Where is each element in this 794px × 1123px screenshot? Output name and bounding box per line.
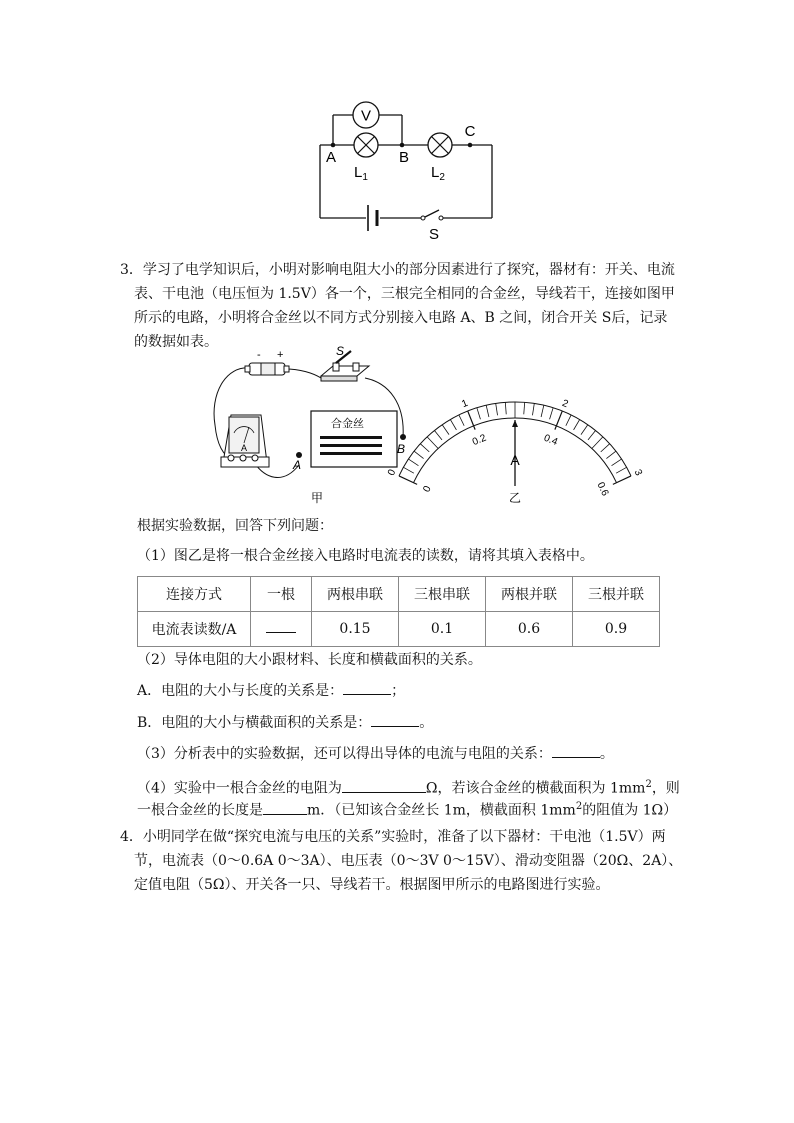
voltmeter-icon [353, 102, 379, 128]
point-c-label: C [464, 123, 476, 140]
dial-tick [541, 405, 544, 417]
figure-yi-caption: 乙 [508, 491, 522, 505]
lamp-l2-icon [428, 133, 452, 157]
answer-blank-4a[interactable] [342, 792, 426, 793]
q3-part-4a: （4）实验中一根合金丝的电阻为 [137, 780, 342, 797]
switch-label: S [428, 226, 440, 243]
answer-blank-2b[interactable] [371, 726, 419, 727]
table-header-cell: 一根 [251, 577, 312, 612]
table-header-cell: 三根并联 [573, 577, 660, 612]
q3-part-4b: Ω，若该合金丝的横截面积为 1mm [425, 780, 646, 797]
q3-part-2a [137, 679, 405, 703]
dial-tick [574, 420, 580, 430]
dial-tick [477, 408, 481, 419]
dial-tick [486, 405, 489, 417]
table-row [138, 612, 660, 647]
q3-part-2b-end: 。 [419, 715, 434, 731]
dial-tick [592, 437, 603, 449]
circuit-diagram-1 [300, 95, 510, 245]
table-header-cell: 三根串联 [399, 577, 486, 612]
data-table [137, 576, 660, 647]
q3-line-2: 表、干电池（电压恒为 1.5V）各一个，三根完全相同的合金丝，导线若干，连接如图甲 [134, 286, 675, 302]
svg-text:L1 [354, 164, 368, 183]
q3-part-4e: m．（已知该合金丝长 1m，横截面积 1mm [307, 802, 576, 819]
ammeter-a-label: A [240, 443, 248, 453]
dial-tick [588, 431, 596, 440]
dial-outer-tick-label: 2 [560, 397, 570, 411]
q4-line-1: 小明同学在做“探究电流与电压的关系”实验时，准备了以下器材：干电池（1.5V）两 [142, 829, 666, 845]
answer-blank-4b[interactable] [263, 814, 307, 815]
q3-part-3-text: （3）分析表中的实验数据，还可以得出导体的电流与电阻的关系： [137, 746, 552, 762]
q3-part-2b [137, 711, 433, 735]
dial-outer-tick-label: 0 [386, 467, 399, 478]
terminal-a-label: A [293, 458, 302, 472]
dial-tick [496, 403, 498, 415]
q3-part-4-line-2 [137, 795, 677, 823]
q3-part-4f: 的阻值为 1Ω） [582, 802, 678, 819]
dial-tick [505, 402, 506, 414]
dial-tick [606, 451, 615, 458]
terminal-b-label: B [397, 442, 406, 456]
dial-pointer-head [512, 420, 518, 427]
answer-blank-3[interactable] [552, 757, 600, 758]
figure-jia-caption: 甲 [310, 491, 324, 505]
answer-blank-2a[interactable] [343, 694, 391, 695]
dial-tick [442, 425, 449, 435]
q3-intro: 根据实验数据，回答下列问题： [137, 518, 333, 534]
dial-inner-tick-label: 0.6 [594, 480, 611, 498]
q3-part-3 [137, 742, 614, 766]
switch-s-label: S [336, 344, 345, 358]
q3-line-3: 所示的电路，小明将合金丝以不同方式分别接入电路 A、B 之间，闭合开关 S后，记录 [134, 310, 668, 326]
battery-plus-label: + [277, 349, 284, 361]
question-3 [120, 258, 680, 354]
svg-text:L2 [431, 164, 445, 183]
dial-tick [550, 408, 554, 419]
lamp-l1-label: L [354, 164, 363, 181]
svg-text:V: V [360, 107, 372, 125]
battery-minus-label: - [257, 349, 261, 361]
dial-tick [532, 403, 534, 415]
point-a-label: A [325, 149, 337, 166]
dial-tick [459, 415, 464, 426]
dial-tick [612, 459, 622, 466]
battery-icon [245, 363, 289, 375]
lamp-l1-icon [354, 133, 378, 157]
knife-switch-icon [321, 351, 369, 381]
dial-tick [566, 415, 571, 426]
question-4 [120, 825, 683, 897]
table-header-cell: 两根串联 [312, 577, 399, 612]
dial-tick [616, 467, 626, 473]
dial-tick [601, 444, 610, 452]
lamp-l1-subscript: 1 [362, 172, 368, 183]
dial-outer-tick-label: 1 [460, 397, 470, 411]
table-row-label: 电流表读数/A [138, 612, 251, 647]
q3-line-4: 的数据如表。 [134, 334, 218, 350]
table-cell: 0.6 [486, 612, 573, 647]
q3-part-4c: ，则 [651, 780, 680, 797]
question-4-number: 4． [120, 829, 143, 845]
dial-inner-tick-label: 0 [421, 484, 434, 495]
table-cell: 0.1 [399, 612, 486, 647]
dial-unit-label: A [510, 452, 520, 468]
dial-tick [434, 431, 442, 440]
q3-part-4d: 一根合金丝的长度是 [137, 802, 263, 819]
table-cell-blank[interactable] [251, 612, 312, 647]
q3-part-2: （2）导体电阻的大小跟材料、长度和横截面积的关系。 [137, 652, 482, 668]
dial-tick [427, 437, 438, 449]
q3-line-1: 学习了电学知识后，小明对影响电阻大小的部分因素进行了探究，器材有：开关、电流 [142, 262, 675, 278]
question-3-number: 3． [120, 262, 143, 278]
table-header-cell: 两根并联 [486, 577, 573, 612]
table-header-cell: 连接方式 [138, 577, 251, 612]
dial-outer-tick-label: 3 [631, 467, 644, 478]
lamp-l2-label: L [431, 164, 440, 181]
q3-part-3-end: 。 [599, 746, 614, 762]
dial-tick [524, 402, 525, 414]
alloy-label: 合金丝 [331, 418, 364, 430]
q3-part-1: （1）图乙是将一根合金丝接入电路时电流表的读数，请将其填入表格中。 [137, 548, 594, 564]
dial-tick [581, 425, 588, 435]
q4-line-2: 节，电流表（0～0.6A 0～3A）、电压表（0～3V 0～15V）、滑动变阻器（20Ω、2A）、 [134, 853, 683, 869]
q3-part-4-sup: 2 [645, 779, 652, 790]
table-cell: 0.9 [573, 612, 660, 647]
q3-part-2b-text: B．电阻的大小与横截面积的关系是： [137, 715, 372, 731]
q4-line-3: 定值电阻（5Ω）、开关各一只、导线若干。根据图甲所示的电路图进行实验。 [134, 877, 610, 893]
dial-inner-tick-label: 0.4 [542, 432, 560, 448]
ammeter-icon [221, 415, 269, 467]
q3-part-2a-end: ； [391, 683, 406, 699]
point-b-label: B [398, 149, 410, 166]
dial-tick [450, 420, 456, 430]
dial-inner-tick-label: 0.2 [470, 432, 488, 448]
dial-tick [420, 444, 429, 452]
figure-yi-ammeter-dial [386, 380, 644, 510]
table-header-row [138, 577, 660, 612]
table-cell: 0.15 [312, 612, 399, 647]
q3-part-4-sup2: 2 [575, 801, 583, 812]
lamp-l2-subscript: 2 [439, 172, 445, 183]
figure-jia-apparatus [205, 345, 420, 510]
q3-part-2a-text: A．电阻的大小与长度的关系是： [137, 683, 344, 699]
